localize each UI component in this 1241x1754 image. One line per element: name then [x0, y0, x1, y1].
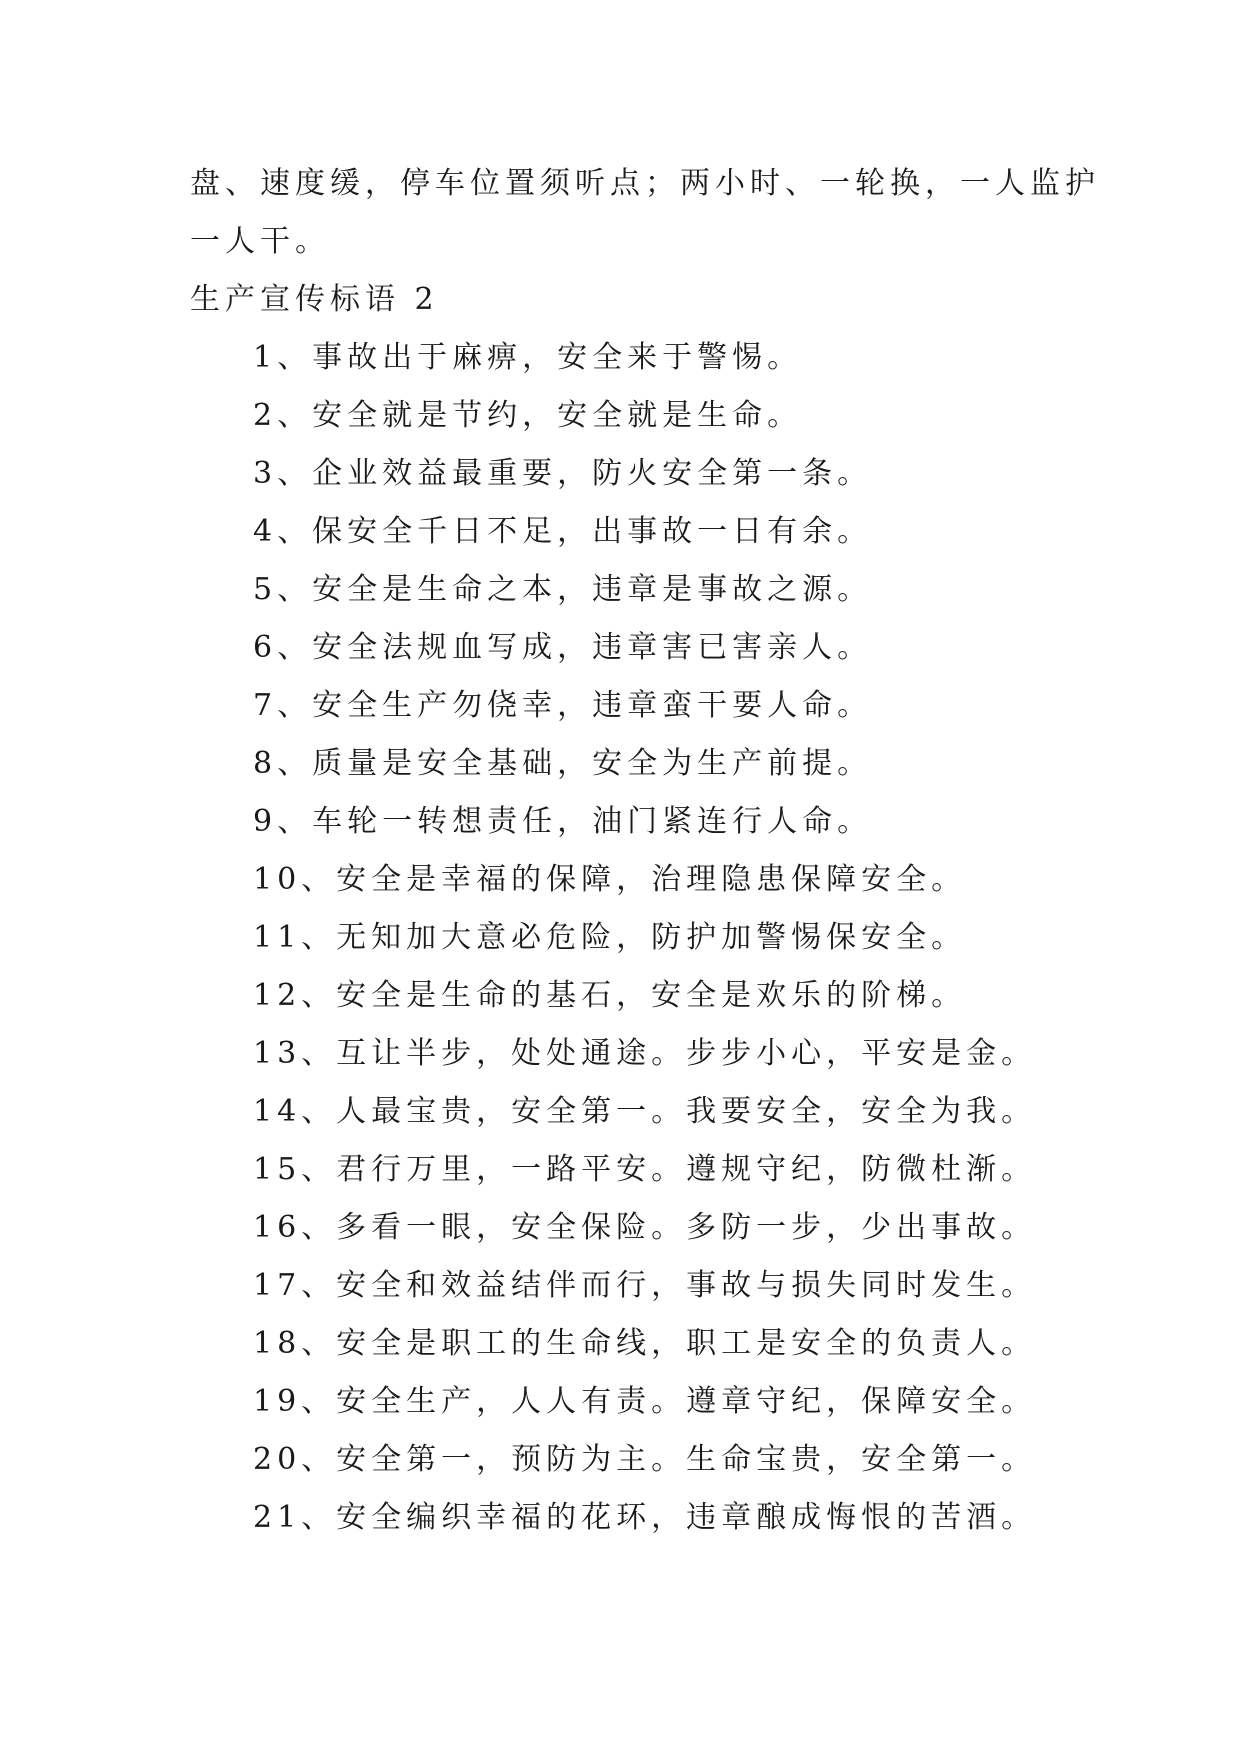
slogan-item: 20、安全第一，预防为主。生命宝贵，安全第一。 [253, 1442, 1037, 1477]
slogan-item: 4、保安全千日不足，出事故一日有余。 [253, 514, 873, 549]
slogan-item: 17、安全和效益结伴而行，事故与损失同时发生。 [253, 1268, 1037, 1303]
slogan-item: 15、君行万里，一路平安。遵规守纪，防微杜渐。 [253, 1152, 1037, 1187]
slogan-item: 2、安全就是节约，安全就是生命。 [253, 398, 803, 433]
slogan-item: 3、企业效益最重要，防火安全第一条。 [253, 456, 873, 491]
slogan-item: 13、互让半步，处处通途。步步小心，平安是金。 [253, 1036, 1037, 1071]
slogan-item: 6、安全法规血写成，违章害已害亲人。 [253, 630, 873, 665]
slogan-item: 1、事故出于麻痹，安全来于警惕。 [253, 340, 803, 375]
slogan-item: 9、车轮一转想责任，油门紧连行人命。 [253, 804, 873, 839]
section-heading: 生产宣传标语 2 [190, 282, 439, 317]
slogan-item: 18、安全是职工的生命线，职工是安全的负责人。 [253, 1326, 1037, 1361]
slogan-item: 16、多看一眼，安全保险。多防一步，少出事故。 [253, 1210, 1037, 1245]
slogan-item: 10、安全是幸福的保障，治理隐患保障安全。 [253, 862, 967, 897]
slogan-item: 12、安全是生命的基石，安全是欢乐的阶梯。 [253, 978, 967, 1013]
slogan-item: 8、质量是安全基础，安全为生产前提。 [253, 746, 873, 781]
continuation-line-2: 一人干。 [190, 224, 330, 259]
continuation-line-1: 盘、速度缓，停车位置须听点；两小时、一轮换，一人监护 [190, 166, 1100, 201]
slogan-item: 19、安全生产，人人有责。遵章守纪，保障安全。 [253, 1384, 1037, 1419]
slogan-item: 14、人最宝贵，安全第一。我要安全，安全为我。 [253, 1094, 1037, 1129]
slogan-item: 21、安全编织幸福的花环，违章酿成悔恨的苦酒。 [253, 1500, 1037, 1535]
slogan-item: 7、安全生产勿侥幸，违章蛮干要人命。 [253, 688, 873, 723]
slogan-item: 5、安全是生命之本，违章是事故之源。 [253, 572, 873, 607]
slogan-item: 11、无知加大意必危险，防护加警惕保安全。 [253, 920, 967, 955]
